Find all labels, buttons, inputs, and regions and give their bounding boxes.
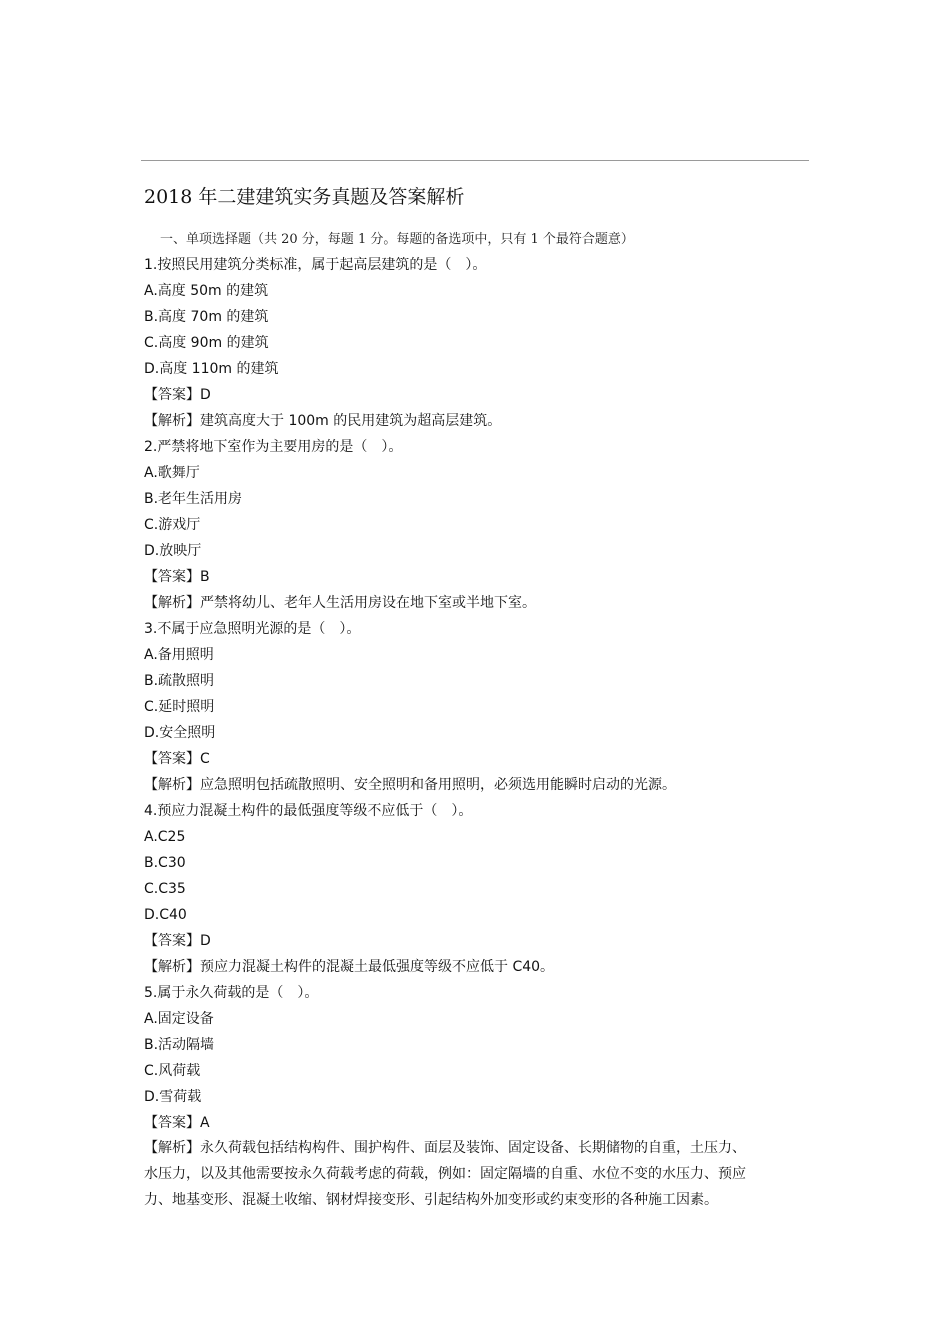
option-line: C.高度 90m 的建筑 <box>144 335 269 351</box>
option-line: B.C30 <box>144 855 186 871</box>
explanation-line: 力、地基变形、混凝土收缩、钢材焊接变形、引起结构外加变形或约束变形的各种施工因素。 <box>144 1192 718 1208</box>
option-line: D.高度 110m 的建筑 <box>144 361 279 377</box>
question-line: 5.属于永久荷载的是（ ）。 <box>144 985 319 1001</box>
option-line: A.高度 50m 的建筑 <box>144 283 269 299</box>
option-line: C.C35 <box>144 881 186 897</box>
option-line: A.歌舞厅 <box>144 465 200 481</box>
header-divider <box>141 160 809 161</box>
option-line: B.疏散照明 <box>144 673 215 689</box>
question-line: 3.不属于应急照明光源的是（ ）。 <box>144 621 361 637</box>
option-line: C.游戏厅 <box>144 517 201 533</box>
section-heading: 一、单项选择题（共 20 分，每题 1 分。每题的备选项中，只有 1 个最符合题意） <box>160 232 634 247</box>
option-line: D.放映厅 <box>144 543 202 559</box>
option-line: A.固定设备 <box>144 1011 214 1027</box>
option-line: B.老年生活用房 <box>144 491 243 507</box>
answer-line: 【答案】A <box>144 1115 210 1131</box>
answer-line: 【答案】C <box>144 751 210 767</box>
question-list <box>144 252 812 1136</box>
option-line: C.延时照明 <box>144 699 215 715</box>
answer-line: 【答案】B <box>144 569 210 585</box>
option-line: D.C40 <box>144 907 187 923</box>
option-line: C.风荷载 <box>144 1063 201 1079</box>
explanation-line: 【解析】应急照明包括疏散照明、安全照明和备用照明，必须选用能瞬时启动的光源。 <box>144 777 676 793</box>
question-line: 4.预应力混凝土构件的最低强度等级不应低于（ ）。 <box>144 803 473 819</box>
option-line: A.备用照明 <box>144 647 214 663</box>
option-line: B.高度 70m 的建筑 <box>144 309 269 325</box>
final-explanation <box>144 1135 812 1213</box>
explanation-line: 【解析】永久荷载包括结构构件、围护构件、面层及装饰、固定设备、长期储物的自重，土压力、 <box>144 1140 746 1156</box>
answer-line: 【答案】D <box>144 387 211 403</box>
explanation-line: 水压力，以及其他需要按永久荷载考虑的荷载，例如：固定隔墙的自重、水位不变的水压力、预应 <box>144 1166 746 1182</box>
document-title: 2018 年二建建筑实务真题及答案解析 <box>144 186 465 208</box>
option-line: D.雪荷载 <box>144 1089 202 1105</box>
explanation-line: 【解析】预应力混凝土构件的混凝土最低强度等级不应低于 C40。 <box>144 959 555 975</box>
option-line: A.C25 <box>144 829 186 845</box>
question-line: 2.严禁将地下室作为主要用房的是（ ）。 <box>144 439 403 455</box>
option-line: B.活动隔墙 <box>144 1037 215 1053</box>
explanation-line: 【解析】严禁将幼儿、老年人生活用房设在地下室或半地下室。 <box>144 595 536 611</box>
option-line: D.安全照明 <box>144 725 216 741</box>
explanation-line: 【解析】建筑高度大于 100m 的民用建筑为超高层建筑。 <box>144 413 502 429</box>
answer-line: 【答案】D <box>144 933 211 949</box>
question-line: 1.按照民用建筑分类标准，属于起高层建筑的是（ ）。 <box>144 257 487 273</box>
